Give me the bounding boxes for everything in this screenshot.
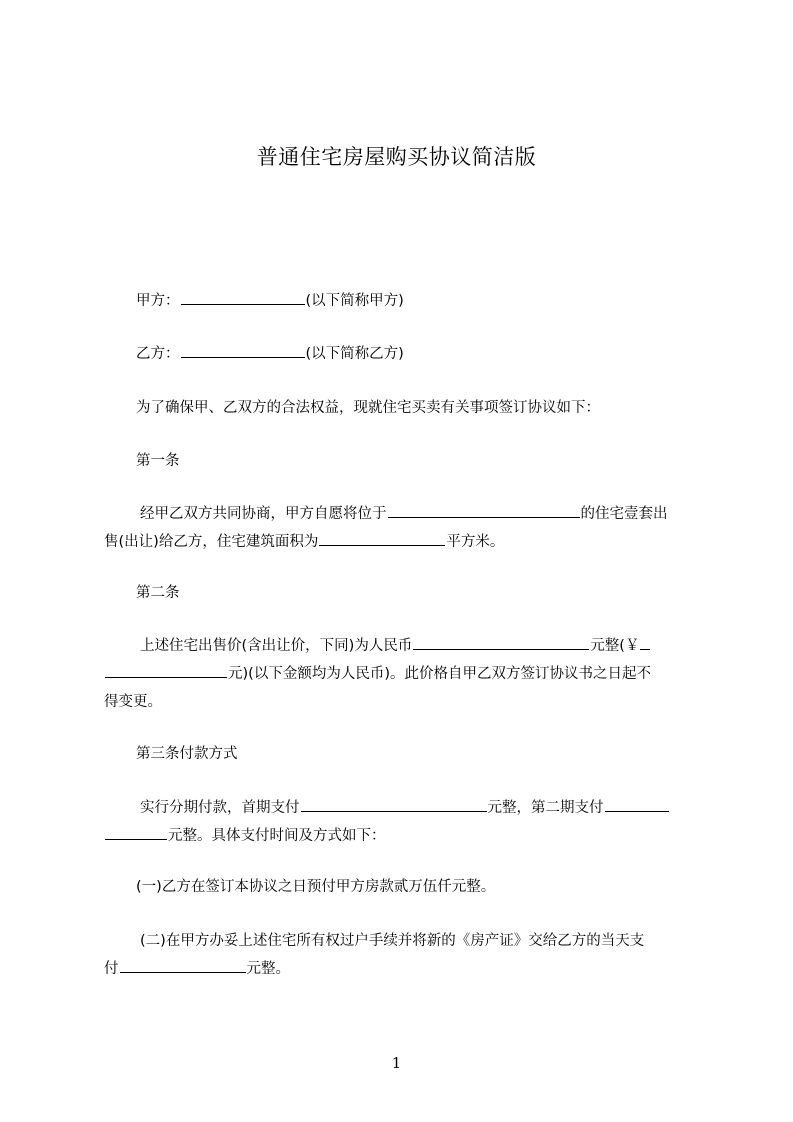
page-number: 1 — [391, 1054, 402, 1072]
party-b-line — [104, 340, 736, 368]
article2-text-2: 元整(￥ — [590, 638, 640, 654]
party-a-label: 甲方： — [136, 293, 180, 309]
article3-item2 — [104, 927, 704, 983]
article2-text-3: 元)(以下金额均为人民币)。此价格自甲乙双方签订协议书之日起不 — [228, 666, 651, 682]
article3-second-payment-blank-start — [605, 797, 669, 812]
article1-paragraph — [104, 500, 704, 556]
article3-item2-text-post: 元整。 — [246, 961, 290, 977]
article2-heading: 第二条 — [136, 585, 180, 601]
article2-text-1: 上述住宅出售价(含出让价，下同)为人民币 — [140, 638, 413, 654]
article2-currency-blank — [105, 663, 227, 678]
article3-item2-text-pre: 付 — [104, 961, 119, 977]
party-b-blank — [181, 343, 305, 358]
party-a-blank — [181, 290, 305, 305]
party-a-line — [104, 287, 736, 315]
article1-text-2: 的住宅壹套出 — [580, 506, 668, 522]
article3-item2-line1: (二)在甲方办妥上述住宅所有权过户手续并将新的《房产证》交给乙方的当天支 — [140, 933, 645, 949]
article3-text-1: 实行分期付款，首期支付 — [140, 800, 300, 816]
article2-text-4: 得变更。 — [104, 694, 162, 710]
party-b-label: 乙方： — [136, 346, 180, 362]
article3-text-2: 元整，第二期支付 — [487, 800, 604, 816]
article3-heading: 第三条付款方式 — [136, 746, 238, 762]
article1-text-1: 经甲乙双方共同协商，甲方自愿将位于 — [140, 506, 387, 522]
intro-paragraph: 为了确保甲、乙双方的合法权益，现就住宅买卖有关事项签订协议如下： — [136, 400, 600, 416]
article2-price-blank — [413, 635, 589, 650]
article3-second-payment-blank — [105, 825, 167, 840]
article3-paragraph — [104, 794, 704, 850]
article3-item1: (一)乙方在签订本协议之日预付甲方房款贰万伍仟元整。 — [136, 879, 496, 895]
article3-first-payment-blank — [301, 797, 487, 812]
article1-heading: 第一条 — [136, 453, 180, 469]
article3-item2-blank — [120, 958, 246, 973]
article1-location-blank — [388, 503, 580, 518]
article1-text-4: 平方米。 — [446, 534, 505, 550]
party-a-suffix: (以下简称甲方) — [305, 293, 404, 309]
article2-currency-blank-start — [640, 635, 650, 650]
article2-paragraph — [104, 632, 704, 716]
article1-area-blank — [319, 531, 445, 546]
document-title: 普通住宅房屋购买协议简洁版 — [256, 145, 537, 169]
party-b-suffix: (以下简称乙方) — [305, 346, 404, 362]
article1-text-3: 售(出让)给乙方，住宅建筑面积为 — [104, 534, 319, 550]
article3-text-3: 元整。具体支付时间及方式如下： — [168, 828, 386, 844]
